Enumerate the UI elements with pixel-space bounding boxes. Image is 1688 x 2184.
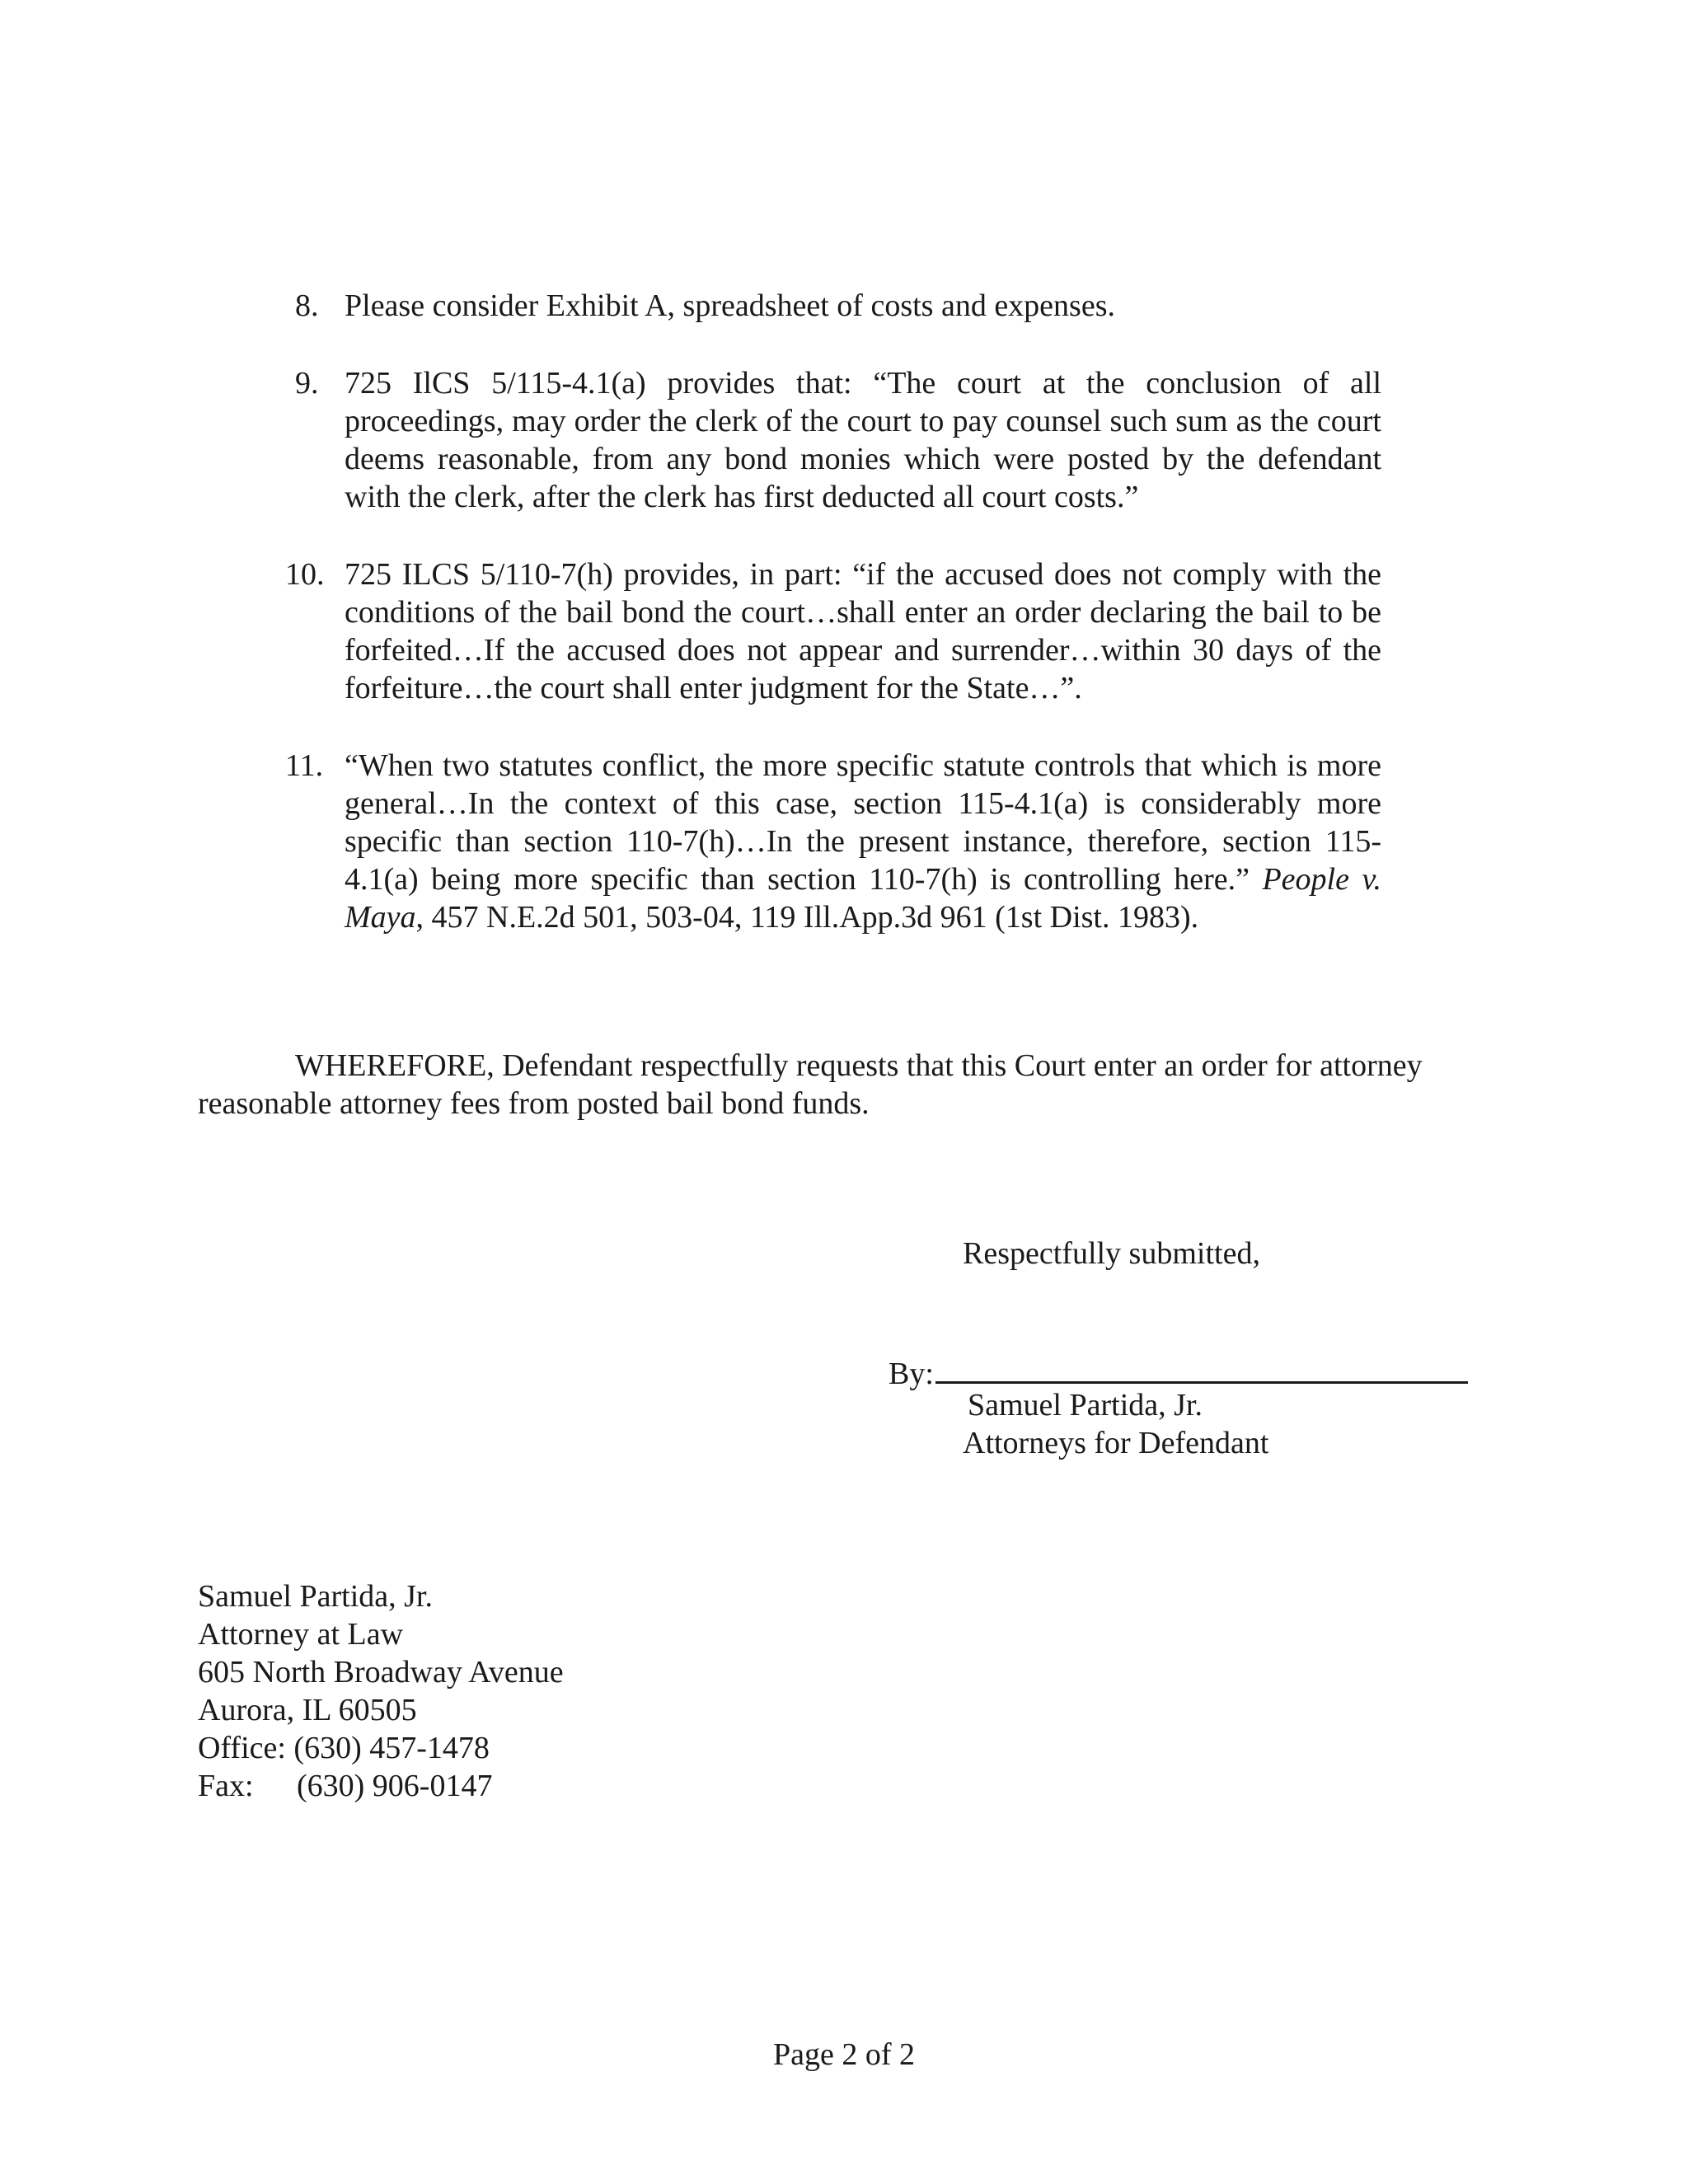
closing-phrase: Respectfully submitted, bbox=[963, 1236, 1260, 1271]
numbered-paragraph-11 bbox=[285, 747, 1381, 936]
fax-label: Fax: bbox=[198, 1769, 254, 1803]
attorney-contact-block bbox=[198, 1577, 564, 1805]
signatory-name: Samuel Partida, Jr. bbox=[968, 1388, 1203, 1422]
contact-fax bbox=[198, 1767, 564, 1805]
contact-street: 605 North Broadway Avenue bbox=[198, 1655, 564, 1690]
wherefore-line-1: WHEREFORE, Defendant respectfully requests that this Court enter an order for attorney bbox=[295, 1048, 1423, 1083]
paragraph-text: Please consider Exhibit A, spreadsheet of costs and expenses. bbox=[345, 288, 1115, 323]
by-label: By: bbox=[889, 1357, 934, 1391]
paragraph-text: 725 IlCS 5/115-4.1(a) provides that: “The court at the conclusion of all proceedings, may order the clerk of the court to pay counsel such sum as the court deems reasonable, from any bond monies which were posted by the defendant with the clerk, after the clerk has first deducted all court costs.” bbox=[345, 366, 1381, 514]
contact-title: Attorney at Law bbox=[198, 1617, 404, 1652]
wherefore-clause bbox=[198, 1047, 1500, 1122]
numbered-paragraph-9 bbox=[295, 364, 1381, 516]
wherefore-line-2: reasonable attorney fees from posted bail bond funds. bbox=[198, 1086, 870, 1121]
paragraph-number: 9. bbox=[295, 366, 319, 401]
paragraph-number: 8. bbox=[295, 288, 319, 323]
paragraph-number: 10. bbox=[285, 557, 325, 592]
paragraph-text: 725 ILCS 5/110-7(h) provides, in part: “if the accused does not comply with the conditions of the bail bond the court…shall enter an order declaring the bail to be forfeited…If the accused does not appear and surrender…within 30 days of the forfeiture…the court shall enter judgment for the State…”. bbox=[345, 557, 1381, 705]
page-number-footer: Page 2 of 2 bbox=[772, 2037, 916, 2072]
paragraph-text bbox=[345, 747, 1381, 936]
contact-office-phone: Office: (630) 457-1478 bbox=[198, 1731, 490, 1765]
contact-city: Aurora, IL 60505 bbox=[198, 1693, 417, 1727]
contact-name: Samuel Partida, Jr. bbox=[198, 1579, 433, 1614]
signature-rule bbox=[935, 1348, 1468, 1384]
numbered-paragraph-8 bbox=[295, 287, 1381, 325]
paragraph-number: 11. bbox=[285, 748, 324, 783]
case-citation-name: People v. Maya bbox=[345, 862, 1381, 935]
numbered-paragraph-10 bbox=[285, 555, 1381, 707]
signatory-role: Attorneys for Defendant bbox=[963, 1426, 1269, 1460]
fax-number: (630) 906-0147 bbox=[297, 1769, 493, 1803]
quotation-text: “When two statutes conflict, the more specific statute controls that which is more general…In the context of this case, section 115-4.1(a) is considerably more specific than section 110-7(h)…In the present instance, therefore, section 115-4.1(a) being more specific than section 110-7(h) is controlling here.” bbox=[345, 748, 1381, 897]
citation-reference: , 457 N.E.2d 501, 503-04, 119 Ill.App.3d 961 (1st Dist. 1983). bbox=[415, 900, 1199, 935]
